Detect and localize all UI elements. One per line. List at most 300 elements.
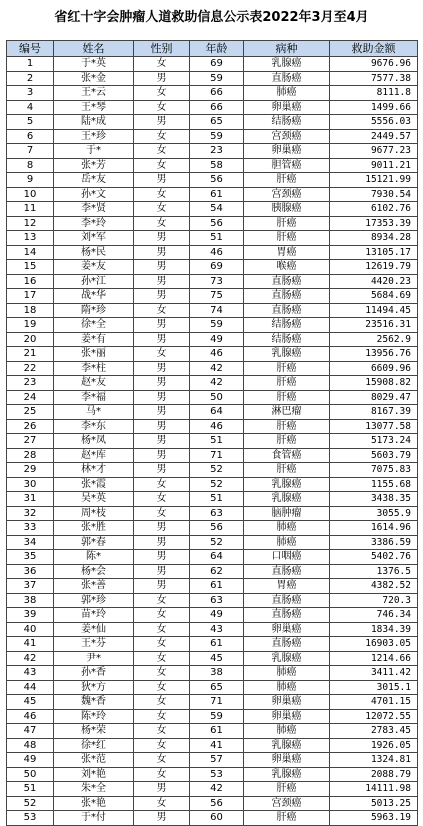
cell-name: 张*丽 xyxy=(54,347,134,362)
cell-disease: 肝癌 xyxy=(244,231,330,246)
cell-name: 李*东 xyxy=(54,419,134,434)
header-name: 姓名 xyxy=(54,41,134,57)
cell-disease: 肝癌 xyxy=(244,419,330,434)
cell-disease: 直肠癌 xyxy=(244,608,330,623)
cell-disease: 肺癌 xyxy=(244,535,330,550)
cell-disease: 乳腺癌 xyxy=(244,492,330,507)
cell-gender: 女 xyxy=(134,57,190,72)
cell-disease: 肝癌 xyxy=(244,434,330,449)
cell-disease: 肺癌 xyxy=(244,680,330,695)
cell-amount: 1926.05 xyxy=(330,738,418,753)
cell-name: 姜*仙 xyxy=(54,622,134,637)
cell-disease: 直肠癌 xyxy=(244,303,330,318)
cell-amount: 9011.21 xyxy=(330,158,418,173)
cell-gender: 男 xyxy=(134,521,190,536)
cell-gender: 男 xyxy=(134,376,190,391)
cell-number: 2 xyxy=(7,71,54,86)
cell-name: 张*芳 xyxy=(54,158,134,173)
cell-amount: 1214.66 xyxy=(330,651,418,666)
cell-name: 李*贤 xyxy=(54,202,134,217)
cell-age: 56 xyxy=(190,173,244,188)
cell-name: 徐*红 xyxy=(54,738,134,753)
cell-gender: 女 xyxy=(134,477,190,492)
cell-gender: 女 xyxy=(134,695,190,710)
cell-disease: 肝癌 xyxy=(244,173,330,188)
cell-disease: 卵巢癌 xyxy=(244,709,330,724)
table-header-row xyxy=(7,41,418,57)
table-row xyxy=(7,144,418,159)
cell-disease: 肝癌 xyxy=(244,216,330,231)
cell-gender: 男 xyxy=(134,782,190,797)
cell-age: 59 xyxy=(190,709,244,724)
cell-number: 14 xyxy=(7,245,54,260)
cell-gender: 男 xyxy=(134,274,190,289)
cell-age: 46 xyxy=(190,347,244,362)
cell-name: 杨*会 xyxy=(54,564,134,579)
cell-gender: 女 xyxy=(134,680,190,695)
table-row xyxy=(7,231,418,246)
table-row xyxy=(7,608,418,623)
header-number: 编号 xyxy=(7,41,54,57)
cell-amount: 8111.8 xyxy=(330,86,418,101)
table-row xyxy=(7,724,418,739)
table-row xyxy=(7,434,418,449)
cell-number: 26 xyxy=(7,419,54,434)
cell-name: 赵*友 xyxy=(54,376,134,391)
cell-amount: 9677.23 xyxy=(330,144,418,159)
cell-amount: 4701.15 xyxy=(330,695,418,710)
table-row xyxy=(7,405,418,420)
cell-name: 陈* xyxy=(54,550,134,565)
cell-number: 36 xyxy=(7,564,54,579)
cell-disease: 乳腺癌 xyxy=(244,477,330,492)
cell-amount: 720.3 xyxy=(330,593,418,608)
cell-name: 杨*凤 xyxy=(54,434,134,449)
cell-name: 杨*荣 xyxy=(54,724,134,739)
cell-age: 64 xyxy=(190,405,244,420)
cell-age: 61 xyxy=(190,187,244,202)
cell-gender: 女 xyxy=(134,709,190,724)
cell-amount: 5603.79 xyxy=(330,448,418,463)
cell-number: 27 xyxy=(7,434,54,449)
cell-gender: 女 xyxy=(134,202,190,217)
table-row xyxy=(7,811,418,826)
cell-amount: 6102.76 xyxy=(330,202,418,217)
cell-amount: 1614.96 xyxy=(330,521,418,536)
table-row xyxy=(7,564,418,579)
table-row xyxy=(7,86,418,101)
table-row xyxy=(7,521,418,536)
cell-number: 40 xyxy=(7,622,54,637)
cell-gender: 女 xyxy=(134,651,190,666)
cell-age: 52 xyxy=(190,463,244,478)
cell-age: 51 xyxy=(190,231,244,246)
cell-number: 49 xyxy=(7,753,54,768)
table-row xyxy=(7,100,418,115)
cell-number: 15 xyxy=(7,260,54,275)
cell-age: 42 xyxy=(190,361,244,376)
cell-number: 52 xyxy=(7,796,54,811)
cell-amount: 14111.98 xyxy=(330,782,418,797)
cell-name: 张*霞 xyxy=(54,477,134,492)
cell-name: 岳*友 xyxy=(54,173,134,188)
cell-name: 战*华 xyxy=(54,289,134,304)
page-title: 省红十字会肿瘤人道救助信息公示表2022年3月至4月 xyxy=(54,10,369,25)
cell-gender: 男 xyxy=(134,332,190,347)
cell-amount: 3386.59 xyxy=(330,535,418,550)
cell-age: 52 xyxy=(190,477,244,492)
cell-number: 5 xyxy=(7,115,54,130)
table-row xyxy=(7,593,418,608)
cell-amount: 2783.45 xyxy=(330,724,418,739)
cell-amount: 7930.54 xyxy=(330,187,418,202)
table-row xyxy=(7,129,418,144)
cell-amount: 2562.9 xyxy=(330,332,418,347)
cell-gender: 男 xyxy=(134,115,190,130)
cell-gender: 男 xyxy=(134,405,190,420)
table-row xyxy=(7,318,418,333)
table-row xyxy=(7,347,418,362)
cell-number: 17 xyxy=(7,289,54,304)
cell-age: 69 xyxy=(190,260,244,275)
cell-name: 吴*英 xyxy=(54,492,134,507)
cell-number: 21 xyxy=(7,347,54,362)
table-row xyxy=(7,666,418,681)
table-row xyxy=(7,390,418,405)
cell-number: 42 xyxy=(7,651,54,666)
cell-age: 59 xyxy=(190,71,244,86)
cell-age: 62 xyxy=(190,564,244,579)
cell-amount: 1499.66 xyxy=(330,100,418,115)
cell-name: 王*芬 xyxy=(54,637,134,652)
cell-number: 35 xyxy=(7,550,54,565)
table-row xyxy=(7,738,418,753)
cell-gender: 男 xyxy=(134,579,190,594)
table-row xyxy=(7,796,418,811)
cell-disease: 乳腺癌 xyxy=(244,651,330,666)
cell-disease: 结肠癌 xyxy=(244,332,330,347)
cell-name: 李*福 xyxy=(54,390,134,405)
cell-number: 51 xyxy=(7,782,54,797)
cell-name: 周*枝 xyxy=(54,506,134,521)
cell-age: 66 xyxy=(190,100,244,115)
cell-amount: 5013.25 xyxy=(330,796,418,811)
cell-number: 9 xyxy=(7,173,54,188)
cell-number: 37 xyxy=(7,579,54,594)
table-row xyxy=(7,71,418,86)
cell-number: 30 xyxy=(7,477,54,492)
table-row xyxy=(7,303,418,318)
table-row xyxy=(7,506,418,521)
cell-number: 4 xyxy=(7,100,54,115)
cell-disease: 乳腺癌 xyxy=(244,738,330,753)
cell-age: 65 xyxy=(190,115,244,130)
cell-gender: 女 xyxy=(134,767,190,782)
cell-number: 16 xyxy=(7,274,54,289)
cell-name: 李*柱 xyxy=(54,361,134,376)
cell-number: 50 xyxy=(7,767,54,782)
cell-number: 53 xyxy=(7,811,54,826)
cell-number: 20 xyxy=(7,332,54,347)
cell-disease: 喉癌 xyxy=(244,260,330,275)
cell-amount: 7577.38 xyxy=(330,71,418,86)
cell-amount: 9676.96 xyxy=(330,57,418,72)
cell-age: 61 xyxy=(190,579,244,594)
cell-gender: 男 xyxy=(134,173,190,188)
cell-disease: 直肠癌 xyxy=(244,274,330,289)
cell-gender: 男 xyxy=(134,564,190,579)
header-gender: 性别 xyxy=(134,41,190,57)
cell-disease: 直肠癌 xyxy=(244,564,330,579)
cell-age: 23 xyxy=(190,144,244,159)
cell-name: 张*艳 xyxy=(54,796,134,811)
cell-age: 64 xyxy=(190,550,244,565)
cell-disease: 肺癌 xyxy=(244,86,330,101)
cell-number: 23 xyxy=(7,376,54,391)
table-row xyxy=(7,245,418,260)
cell-number: 7 xyxy=(7,144,54,159)
cell-name: 郭*珍 xyxy=(54,593,134,608)
table-row xyxy=(7,173,418,188)
table-row xyxy=(7,550,418,565)
header-age: 年龄 xyxy=(190,41,244,57)
cell-name: 张*善 xyxy=(54,579,134,594)
cell-amount: 13105.17 xyxy=(330,245,418,260)
cell-number: 6 xyxy=(7,129,54,144)
cell-disease: 直肠癌 xyxy=(244,71,330,86)
cell-number: 25 xyxy=(7,405,54,420)
table-row xyxy=(7,477,418,492)
cell-name: 姜*有 xyxy=(54,332,134,347)
table-row xyxy=(7,361,418,376)
cell-gender: 男 xyxy=(134,245,190,260)
cell-name: 陆*成 xyxy=(54,115,134,130)
cell-disease: 卵巢癌 xyxy=(244,695,330,710)
cell-gender: 女 xyxy=(134,608,190,623)
table-body xyxy=(7,57,418,826)
cell-amount: 8167.39 xyxy=(330,405,418,420)
cell-gender: 男 xyxy=(134,550,190,565)
cell-age: 51 xyxy=(190,434,244,449)
cell-gender: 女 xyxy=(134,158,190,173)
cell-amount: 2449.57 xyxy=(330,129,418,144)
cell-disease: 肝癌 xyxy=(244,390,330,405)
cell-disease: 胰腺癌 xyxy=(244,202,330,217)
cell-age: 66 xyxy=(190,86,244,101)
cell-amount: 5963.19 xyxy=(330,811,418,826)
cell-amount: 4382.52 xyxy=(330,579,418,594)
cell-number: 31 xyxy=(7,492,54,507)
cell-gender: 男 xyxy=(134,71,190,86)
cell-amount: 4420.23 xyxy=(330,274,418,289)
cell-gender: 女 xyxy=(134,593,190,608)
table-row xyxy=(7,463,418,478)
cell-age: 74 xyxy=(190,303,244,318)
cell-disease: 卵巢癌 xyxy=(244,753,330,768)
cell-number: 34 xyxy=(7,535,54,550)
cell-disease: 胆管癌 xyxy=(244,158,330,173)
cell-age: 46 xyxy=(190,419,244,434)
cell-age: 52 xyxy=(190,535,244,550)
cell-disease: 乳腺癌 xyxy=(244,767,330,782)
table-row xyxy=(7,680,418,695)
cell-age: 56 xyxy=(190,521,244,536)
cell-disease: 宫颈癌 xyxy=(244,796,330,811)
cell-number: 28 xyxy=(7,448,54,463)
cell-name: 王*琴 xyxy=(54,100,134,115)
cell-gender: 女 xyxy=(134,303,190,318)
cell-gender: 男 xyxy=(134,318,190,333)
cell-amount: 23516.31 xyxy=(330,318,418,333)
cell-name: 赵*库 xyxy=(54,448,134,463)
table-row xyxy=(7,753,418,768)
cell-disease: 食管癌 xyxy=(244,448,330,463)
cell-disease: 肝癌 xyxy=(244,811,330,826)
cell-number: 19 xyxy=(7,318,54,333)
cell-disease: 肺癌 xyxy=(244,666,330,681)
cell-name: 杨*民 xyxy=(54,245,134,260)
table-row xyxy=(7,651,418,666)
cell-age: 71 xyxy=(190,448,244,463)
cell-number: 48 xyxy=(7,738,54,753)
cell-amount: 3438.35 xyxy=(330,492,418,507)
cell-age: 53 xyxy=(190,767,244,782)
table-row xyxy=(7,187,418,202)
table-row xyxy=(7,579,418,594)
cell-age: 56 xyxy=(190,796,244,811)
cell-disease: 脑肿瘤 xyxy=(244,506,330,521)
cell-gender: 男 xyxy=(134,231,190,246)
cell-amount: 15908.82 xyxy=(330,376,418,391)
cell-age: 49 xyxy=(190,332,244,347)
table-row xyxy=(7,274,418,289)
cell-disease: 胃癌 xyxy=(244,245,330,260)
cell-name: 孙*香 xyxy=(54,666,134,681)
cell-name: 于*付 xyxy=(54,811,134,826)
cell-disease: 结肠癌 xyxy=(244,318,330,333)
cell-amount: 7075.83 xyxy=(330,463,418,478)
cell-number: 24 xyxy=(7,390,54,405)
cell-amount: 3015.1 xyxy=(330,680,418,695)
cell-gender: 女 xyxy=(134,622,190,637)
cell-number: 32 xyxy=(7,506,54,521)
cell-disease: 卵巢癌 xyxy=(244,144,330,159)
cell-name: 尹* xyxy=(54,651,134,666)
table-row xyxy=(7,622,418,637)
table-row xyxy=(7,535,418,550)
table-row xyxy=(7,115,418,130)
cell-name: 徐*全 xyxy=(54,318,134,333)
cell-name: 王*珍 xyxy=(54,129,134,144)
cell-age: 75 xyxy=(190,289,244,304)
cell-amount: 1376.5 xyxy=(330,564,418,579)
cell-disease: 乳腺癌 xyxy=(244,347,330,362)
cell-number: 12 xyxy=(7,216,54,231)
cell-age: 42 xyxy=(190,376,244,391)
cell-age: 41 xyxy=(190,738,244,753)
cell-amount: 8934.28 xyxy=(330,231,418,246)
cell-age: 51 xyxy=(190,492,244,507)
cell-name: 张*胜 xyxy=(54,521,134,536)
cell-age: 59 xyxy=(190,318,244,333)
cell-gender: 男 xyxy=(134,434,190,449)
cell-amount: 17353.39 xyxy=(330,216,418,231)
cell-amount: 11494.45 xyxy=(330,303,418,318)
cell-age: 58 xyxy=(190,158,244,173)
cell-disease: 淋巴瘤 xyxy=(244,405,330,420)
cell-number: 33 xyxy=(7,521,54,536)
cell-name: 朱*全 xyxy=(54,782,134,797)
cell-name: 魏*香 xyxy=(54,695,134,710)
cell-number: 38 xyxy=(7,593,54,608)
cell-name: 刘*艳 xyxy=(54,767,134,782)
table-row xyxy=(7,376,418,391)
cell-gender: 女 xyxy=(134,666,190,681)
table-row xyxy=(7,709,418,724)
cell-amount: 3411.42 xyxy=(330,666,418,681)
cell-gender: 男 xyxy=(134,289,190,304)
cell-number: 46 xyxy=(7,709,54,724)
cell-number: 47 xyxy=(7,724,54,739)
cell-name: 苗*玲 xyxy=(54,608,134,623)
cell-disease: 宫颈癌 xyxy=(244,187,330,202)
cell-amount: 12072.55 xyxy=(330,709,418,724)
cell-amount: 13956.76 xyxy=(330,347,418,362)
cell-gender: 女 xyxy=(134,796,190,811)
cell-age: 63 xyxy=(190,593,244,608)
cell-disease: 宫颈癌 xyxy=(244,129,330,144)
cell-gender: 男 xyxy=(134,361,190,376)
cell-number: 3 xyxy=(7,86,54,101)
table-row xyxy=(7,216,418,231)
cell-gender: 女 xyxy=(134,100,190,115)
cell-name: 张*范 xyxy=(54,753,134,768)
table-row xyxy=(7,492,418,507)
cell-age: 38 xyxy=(190,666,244,681)
cell-number: 18 xyxy=(7,303,54,318)
cell-number: 22 xyxy=(7,361,54,376)
cell-disease: 卵巢癌 xyxy=(244,622,330,637)
cell-gender: 男 xyxy=(134,463,190,478)
cell-number: 13 xyxy=(7,231,54,246)
cell-age: 73 xyxy=(190,274,244,289)
cell-disease: 直肠癌 xyxy=(244,593,330,608)
cell-age: 71 xyxy=(190,695,244,710)
cell-age: 45 xyxy=(190,651,244,666)
table-row xyxy=(7,637,418,652)
cell-name: 隋*珍 xyxy=(54,303,134,318)
cell-gender: 女 xyxy=(134,216,190,231)
cell-name: 李*玲 xyxy=(54,216,134,231)
cell-gender: 女 xyxy=(134,347,190,362)
cell-gender: 女 xyxy=(134,86,190,101)
cell-gender: 女 xyxy=(134,637,190,652)
aid-table xyxy=(6,40,418,826)
table-row xyxy=(7,782,418,797)
cell-gender: 男 xyxy=(134,390,190,405)
cell-age: 61 xyxy=(190,637,244,652)
table-row xyxy=(7,289,418,304)
cell-disease: 乳腺癌 xyxy=(244,57,330,72)
cell-amount: 5173.24 xyxy=(330,434,418,449)
cell-age: 57 xyxy=(190,753,244,768)
cell-name: 马* xyxy=(54,405,134,420)
cell-name: 陈*玲 xyxy=(54,709,134,724)
table-row xyxy=(7,332,418,347)
cell-name: 郭*春 xyxy=(54,535,134,550)
cell-number: 29 xyxy=(7,463,54,478)
cell-gender: 男 xyxy=(134,260,190,275)
